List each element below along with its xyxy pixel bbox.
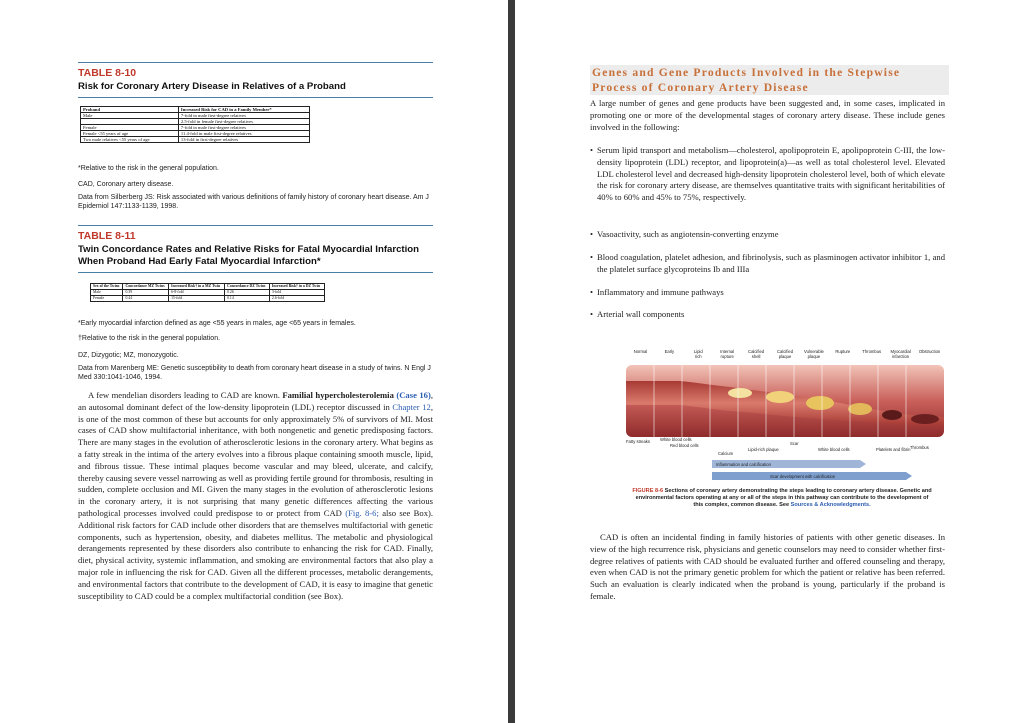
- table-note: CAD, Coronary artery disease.: [78, 181, 174, 188]
- table-note: DZ, Dizygotic; MZ, monozygotic.: [78, 352, 179, 359]
- chapter-link[interactable]: Chapter 12: [392, 401, 431, 412]
- table-note: †Relative to the risk in the general population.: [78, 335, 221, 342]
- callout-label: Lipid-rich plaque: [748, 447, 779, 452]
- table-note: *Relative to the risk in the general population.: [78, 165, 219, 172]
- table-cell: 11.4-fold in male first-degree relatives: [178, 131, 309, 137]
- table-cell: 0.26: [225, 290, 270, 296]
- divider: [78, 272, 433, 273]
- column-header: Increased Risk† in a DZ Twin: [269, 284, 324, 290]
- table-title: Twin Concordance Rates and Relative Risks for Fatal Myocardial Infarction When Proband Had Early Fatal Myocardial Infarction*: [78, 244, 420, 267]
- divider: [78, 97, 433, 98]
- bullet-icon: •: [590, 252, 594, 262]
- table-cell: Female <55 years of age: [81, 131, 179, 137]
- list-item: [590, 229, 945, 241]
- body-paragraph: [78, 390, 433, 602]
- body-text: , is one of the most common of these but accounts for only approximately 5% of survivors of MI. Most cases of CAD show multifactorial inheritance, with both nongenetic and genetic predisposing factors. There are many stages in the evolution of atherosclerotic lesions in the coronary artery. What begins as a fatty streak in the intima of the artery evolves into a fibrous plaque containing smooth muscle, lipid, and fibrous tissue. These intimal plaques become vascular and may bleed, ulcerate, and calcify, thereby causing severe vessel narrowing as well as providing fertile ground for thrombosis, resulting in sudden, complete occlusion and MI. Given the many stages in the evolution of atherosclerotic lesions in the coronary artery, it is not surprising that many genetic differences affecting the various pathological processes involved could predispose to or protect from CAD: [78, 401, 433, 518]
- table-8-10: [80, 106, 310, 143]
- bullet-icon: •: [590, 287, 594, 297]
- callout-label: White blood cells: [818, 447, 850, 452]
- case-link[interactable]: (Case 16): [396, 390, 431, 400]
- term-bold: Familial hypercholesterolemia: [282, 390, 394, 400]
- table-note: Data from Silberberg JS: Risk associated with various definitions of family history of coronary heart disease. Am J Epidemiol 147:1133-1139, 1998.: [78, 194, 429, 210]
- stage-label: Calcified: [748, 349, 765, 354]
- stage-label: Calcified: [776, 349, 794, 354]
- table-8-11: [90, 283, 325, 302]
- column-header: Increased Risk for CAD in a Family Member*: [178, 107, 309, 113]
- table-cell: 15-fold: [169, 296, 225, 302]
- table-row: [91, 296, 325, 302]
- table-cell: Female: [81, 125, 179, 131]
- table-title: Risk for Coronary Artery Disease in Relatives of a Proband: [78, 81, 346, 92]
- table-label: TABLE 8-11: [78, 230, 136, 242]
- stage-label: rupture: [720, 354, 734, 359]
- column-header: Sex of the Twins: [91, 284, 123, 290]
- table-cell: 2.6-fold: [269, 296, 324, 302]
- callout-label: Thrombus: [910, 445, 929, 450]
- list-item-text: Arterial wall components: [597, 309, 685, 319]
- stage-label: shell: [751, 354, 761, 359]
- column-header: Proband: [81, 107, 179, 113]
- figure-caption: [632, 488, 932, 509]
- stage-label: Early: [664, 349, 675, 354]
- list-item-text: Serum lipid transport and metabolism—cholesterol, apolipoprotein E, apolipoprotein C-III, the low-density lipoprotein (LDL) receptor, and lipoprotein(a)—as well as total cholesterol level. Elevated LDL cholesterol level and decreased high-density lipoprotein cholesterol level, both of which elevate the risk for coronary artery disease, are themselves quantitative traits with significant heritabilities of 40% to 60% and 45% to 75%, respectively.: [597, 145, 945, 203]
- table-cell: 0.44: [123, 296, 169, 302]
- table-cell: 7-fold in male first-degree relatives: [178, 113, 309, 119]
- table-cell: 7-fold in male first-degree relatives: [178, 125, 309, 131]
- stage-label: infarction: [892, 354, 910, 359]
- artery-stages-figure: [620, 345, 950, 495]
- stage-label: Rupture: [835, 349, 851, 354]
- table-cell: 3-fold: [269, 290, 324, 296]
- stage-label: Vulnerable: [803, 349, 824, 354]
- column-header: Concordance DZ Twins: [225, 284, 270, 290]
- table-8-10-header: [78, 62, 433, 98]
- body-text: A few mendelian disorders leading to CAD are known.: [88, 390, 280, 400]
- table-note: *Early myocardial infarction defined as age <55 years in males, age <65 years in females.: [78, 320, 356, 327]
- table-note: Data from Marenberg ME: Genetic susceptibility to death from coronary heart disease in a study of twins. N Engl J Med 330:1041-1046, 1994.: [78, 365, 431, 381]
- divider: [78, 62, 433, 63]
- table-label: TABLE 8-10: [78, 67, 137, 79]
- table-cell: Two male relatives <55 years of age: [81, 137, 179, 143]
- arrow-label: Scar development with calcification: [770, 474, 836, 479]
- table-header-row: [91, 284, 325, 290]
- table-cell: 0.39: [123, 290, 169, 296]
- stage-label: plaque: [778, 354, 792, 359]
- stage-label: plaque: [807, 354, 821, 359]
- callout-label: Red blood cells: [670, 443, 699, 448]
- arrow-label: Inflammation and calcification: [716, 462, 771, 467]
- list-item: [590, 145, 945, 204]
- stage-label: Myocardial: [890, 349, 911, 354]
- sources-link[interactable]: Sources & Acknowledgments.: [790, 502, 871, 508]
- callout-labels: [626, 437, 929, 456]
- stage-label: Internal: [720, 349, 735, 354]
- table-cell: 6-8-fold: [169, 290, 225, 296]
- callout-label: White blood cells: [660, 437, 692, 442]
- table-8-11-header: [78, 225, 433, 273]
- table-cell: Female: [91, 296, 123, 302]
- closing-paragraph: CAD is often an incidental finding in family histories of patients with other genetic diseases. In view of the high recurrence risk, physicians and genetic counselors may need to consider whether first-degree relatives of patients with CAD should be evaluated further and offered counseling and therapy, even when CAD is not the primary genetic problem for which the patient or relative has been referred. Such an evaluation is clearly indicated when the proband is young, particularly if the proband is female.: [590, 532, 945, 601]
- list-item-text: Vasoactivity, such as angiotensin-converting enzyme: [597, 229, 779, 239]
- list-item: [590, 287, 945, 299]
- body-text: also see Box). Additional risk factors for CAD include other disorders that are themselves multifactorial with genetic components, such as hypertension, obesity, and diabetes mellitus. The metabolic and physiological derangements represented by these disorders also contribute to enhancing the risk for CAD. Finally, diet, physical activity, systemic inflammation, and smoking are environmental factors that also play a major role in influencing the risk for CAD. Given all the different processes, metabolic derangements, and environmental factors that contribute to the development of CAD, it is easy to imagine that genetic susceptibility to CAD could be a complex multifactorial condition (see Box).: [78, 507, 434, 601]
- bullet-icon: •: [590, 309, 594, 319]
- divider: [78, 225, 433, 226]
- column-header: Increased Risk† in a MZ Twin: [169, 284, 225, 290]
- box-intro: A large number of genes and gene products have been suggested and, in some cases, implicated in promoting one or more of the developmental stages of coronary artery disease. These include genes involved in the following:: [590, 98, 945, 132]
- body-text: , an autosomal dominant defect of the low-density lipoprotein (LDL) receptor discussed in: [78, 390, 433, 412]
- callout-label: Fatty streaks: [626, 439, 650, 444]
- table-cell: 0.14: [225, 296, 270, 302]
- box-title: Genes and Gene Products Involved in the Stepwise Process of Coronary Artery Disease: [590, 65, 949, 95]
- list-item-text: Blood coagulation, platelet adhesion, and fibrinolysis, such as plasminogen activator inhibitor 1, and the platelet surface glycoproteins Ib and IIIa: [597, 252, 945, 274]
- bullet-icon: •: [590, 229, 594, 239]
- list-item: [590, 252, 945, 276]
- bullet-icon: •: [590, 145, 594, 155]
- table-row: [81, 137, 310, 143]
- table-cell: Male: [91, 290, 123, 296]
- stage-label: rich: [694, 354, 702, 359]
- figure-link[interactable]: (Fig. 8-6;: [345, 507, 379, 518]
- stage-label: Normal: [633, 349, 648, 354]
- list-item: [590, 309, 945, 321]
- stage-label: Obstruction: [918, 349, 941, 354]
- table-cell: Male: [81, 113, 179, 119]
- stage-label: Lipid: [693, 349, 703, 354]
- table-cell: 2.5-fold in female first-degree relatives: [178, 119, 309, 125]
- caption-label: FIGURE 8-6: [632, 488, 664, 494]
- column-header: Concordance MZ Twins: [123, 284, 169, 290]
- callout-label: Calcium: [718, 451, 734, 456]
- caption-text: Sections of coronary artery demonstrating the steps leading to coronary artery disease. Genetic and environmental factors operating at any or all of the steps in this pathway can contribute to the development of this complex, common disease. See: [635, 488, 932, 508]
- table-cell: 13-fold in first-degree relatives: [178, 137, 309, 143]
- stage-labels: [634, 349, 941, 359]
- stage-label: Thrombus: [862, 349, 882, 354]
- list-item-text: Inflammatory and immune pathways: [597, 287, 724, 297]
- callout-label: Platelets and fibrin: [876, 447, 911, 452]
- callout-label: Scar: [790, 441, 799, 446]
